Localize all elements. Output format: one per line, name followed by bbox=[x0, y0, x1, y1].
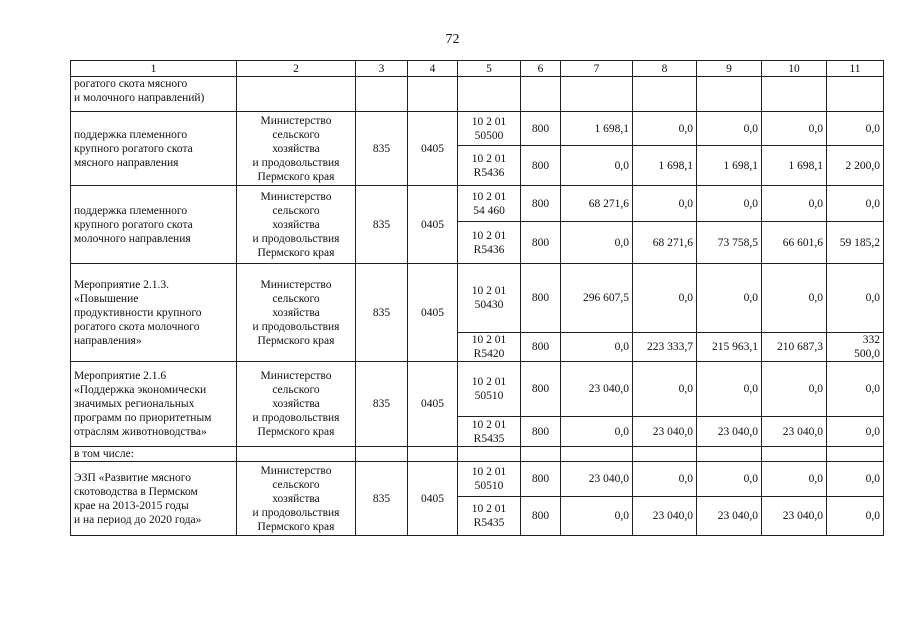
amount-col-9: 215 963,1 bbox=[697, 333, 762, 362]
amount-col-8: 0,0 bbox=[633, 362, 697, 417]
vr-code: 800 bbox=[521, 497, 561, 536]
csr-code: 10 2 01 50430 bbox=[458, 264, 521, 333]
vr-code: 800 bbox=[521, 417, 561, 447]
header-cell-6: 6 bbox=[521, 61, 561, 77]
amount-col-10: 23 040,0 bbox=[762, 417, 827, 447]
including-text: в том числе: bbox=[71, 447, 237, 462]
header-cell-7: 7 bbox=[561, 61, 633, 77]
csr-code: 10 2 01 R5436 bbox=[458, 146, 521, 186]
empty-cell bbox=[762, 447, 827, 462]
empty-cell bbox=[356, 447, 408, 462]
vr-code: 800 bbox=[521, 186, 561, 222]
amount-col-8: 68 271,6 bbox=[633, 222, 697, 264]
vr-code: 800 bbox=[521, 362, 561, 417]
amount-col-7: 0,0 bbox=[561, 146, 633, 186]
amount-col-11: 2 200,0 bbox=[827, 146, 884, 186]
empty-cell bbox=[458, 447, 521, 462]
amount-col-7: 0,0 bbox=[561, 333, 633, 362]
header-cell-2: 2 bbox=[237, 61, 356, 77]
row-agency: Министерство сельского хозяйства и продовольствия Пермского края bbox=[237, 462, 356, 536]
amount-col-7: 23 040,0 bbox=[561, 362, 633, 417]
amount-col-7: 0,0 bbox=[561, 417, 633, 447]
amount-col-11: 59 185,2 bbox=[827, 222, 884, 264]
csr-code: 10 2 01 50500 bbox=[458, 112, 521, 146]
empty-cell bbox=[408, 447, 458, 462]
header-cell-1: 1 bbox=[71, 61, 237, 77]
row-rz-code: 0405 bbox=[408, 264, 458, 362]
row-name: поддержка племенного крупного рогатого скота мясного направления bbox=[71, 112, 237, 186]
row-rz-code: 0405 bbox=[408, 362, 458, 447]
header-cell-9: 9 bbox=[697, 61, 762, 77]
vr-code: 800 bbox=[521, 264, 561, 333]
amount-col-10: 0,0 bbox=[762, 462, 827, 497]
empty-cell bbox=[521, 77, 561, 112]
row-name: Мероприятие 2.1.6 «Поддержка экономически значимых региональных программ по приоритетным отраслям животноводства» bbox=[71, 362, 237, 447]
header-row bbox=[71, 61, 884, 77]
empty-cell bbox=[408, 77, 458, 112]
empty-cell bbox=[697, 447, 762, 462]
header-cell-4: 4 bbox=[408, 61, 458, 77]
amount-col-11: 332 500,0 bbox=[827, 333, 884, 362]
row-name: поддержка племенного крупного рогатого скота молочного направления bbox=[71, 186, 237, 264]
vr-code: 800 bbox=[521, 462, 561, 497]
amount-col-8: 23 040,0 bbox=[633, 497, 697, 536]
amount-col-11: 0,0 bbox=[827, 462, 884, 497]
amount-col-11: 0,0 bbox=[827, 186, 884, 222]
amount-col-10: 210 687,3 bbox=[762, 333, 827, 362]
amount-col-10: 0,0 bbox=[762, 112, 827, 146]
amount-col-11: 0,0 bbox=[827, 417, 884, 447]
amount-col-10: 23 040,0 bbox=[762, 497, 827, 536]
amount-col-7: 68 271,6 bbox=[561, 186, 633, 222]
amount-col-8: 1 698,1 bbox=[633, 146, 697, 186]
empty-cell bbox=[458, 77, 521, 112]
row-agency: Министерство сельского хозяйства и продовольствия Пермского края bbox=[237, 362, 356, 447]
amount-col-11: 0,0 bbox=[827, 264, 884, 333]
vr-code: 800 bbox=[521, 146, 561, 186]
row-gr-code: 835 bbox=[356, 112, 408, 186]
amount-col-8: 0,0 bbox=[633, 186, 697, 222]
header-cell-5: 5 bbox=[458, 61, 521, 77]
amount-col-11: 0,0 bbox=[827, 497, 884, 536]
amount-col-10: 0,0 bbox=[762, 362, 827, 417]
csr-code: 10 2 01 50510 bbox=[458, 362, 521, 417]
row-rz-code: 0405 bbox=[408, 462, 458, 536]
vr-code: 800 bbox=[521, 222, 561, 264]
row-agency: Министерство сельского хозяйства и продовольствия Пермского края bbox=[237, 112, 356, 186]
row-rz-code: 0405 bbox=[408, 186, 458, 264]
empty-cell bbox=[697, 77, 762, 112]
csr-code: 10 2 01 R5435 bbox=[458, 417, 521, 447]
empty-cell bbox=[237, 77, 356, 112]
amount-col-8: 0,0 bbox=[633, 264, 697, 333]
row-gr-code: 835 bbox=[356, 362, 408, 447]
amount-col-7: 0,0 bbox=[561, 497, 633, 536]
row-name: Мероприятие 2.1.3. «Повышение продуктивности крупного рогатого скота молочного направления» bbox=[71, 264, 237, 362]
row-agency: Министерство сельского хозяйства и продовольствия Пермского края bbox=[237, 264, 356, 362]
amount-col-9: 0,0 bbox=[697, 462, 762, 497]
amount-col-10: 1 698,1 bbox=[762, 146, 827, 186]
table-row bbox=[71, 186, 884, 222]
table-row bbox=[71, 112, 884, 146]
amount-col-10: 0,0 bbox=[762, 264, 827, 333]
csr-code: 10 2 01 R5436 bbox=[458, 222, 521, 264]
amount-col-7: 0,0 bbox=[561, 222, 633, 264]
vr-code: 800 bbox=[521, 112, 561, 146]
empty-cell bbox=[237, 447, 356, 462]
empty-cell bbox=[633, 447, 697, 462]
csr-code: 10 2 01 R5420 bbox=[458, 333, 521, 362]
continuation-text: рогатого скота мясного и молочного направлений) bbox=[71, 77, 237, 112]
amount-col-7: 1 698,1 bbox=[561, 112, 633, 146]
empty-cell bbox=[827, 447, 884, 462]
row-gr-code: 835 bbox=[356, 462, 408, 536]
empty-cell bbox=[561, 77, 633, 112]
row-agency: Министерство сельского хозяйства и продовольствия Пермского края bbox=[237, 186, 356, 264]
empty-cell bbox=[827, 77, 884, 112]
amount-col-9: 0,0 bbox=[697, 112, 762, 146]
amount-col-9: 0,0 bbox=[697, 362, 762, 417]
amount-col-9: 23 040,0 bbox=[697, 417, 762, 447]
row-gr-code: 835 bbox=[356, 186, 408, 264]
amount-col-8: 223 333,7 bbox=[633, 333, 697, 362]
vr-code: 800 bbox=[521, 333, 561, 362]
header-cell-8: 8 bbox=[633, 61, 697, 77]
page-number: 72 bbox=[445, 32, 460, 47]
amount-col-10: 0,0 bbox=[762, 186, 827, 222]
empty-cell bbox=[561, 447, 633, 462]
header-cell-10: 10 bbox=[762, 61, 827, 77]
csr-code: 10 2 01 R5435 bbox=[458, 497, 521, 536]
amount-col-9: 1 698,1 bbox=[697, 146, 762, 186]
empty-cell bbox=[633, 77, 697, 112]
row-rz-code: 0405 bbox=[408, 112, 458, 186]
including-row bbox=[71, 447, 884, 462]
empty-cell bbox=[521, 447, 561, 462]
header-cell-3: 3 bbox=[356, 61, 408, 77]
csr-code: 10 2 01 54 460 bbox=[458, 186, 521, 222]
amount-col-9: 0,0 bbox=[697, 186, 762, 222]
empty-cell bbox=[356, 77, 408, 112]
row-gr-code: 835 bbox=[356, 264, 408, 362]
table-row bbox=[71, 362, 884, 417]
table-row bbox=[71, 264, 884, 333]
amount-col-11: 0,0 bbox=[827, 362, 884, 417]
amount-col-8: 0,0 bbox=[633, 112, 697, 146]
table-row bbox=[71, 462, 884, 497]
amount-col-11: 0,0 bbox=[827, 112, 884, 146]
amount-col-7: 296 607,5 bbox=[561, 264, 633, 333]
amount-col-9: 23 040,0 bbox=[697, 497, 762, 536]
amount-col-8: 23 040,0 bbox=[633, 417, 697, 447]
continuation-row bbox=[71, 77, 884, 112]
row-name: ЭЗП «Развитие мясного скотоводства в Пермском крае на 2013-2015 годы и на период до 2020 года» bbox=[71, 462, 237, 536]
amount-col-8: 0,0 bbox=[633, 462, 697, 497]
budget-table bbox=[70, 60, 884, 536]
amount-col-9: 73 758,5 bbox=[697, 222, 762, 264]
csr-code: 10 2 01 50510 bbox=[458, 462, 521, 497]
empty-cell bbox=[762, 77, 827, 112]
header-cell-11: 11 bbox=[827, 61, 884, 77]
amount-col-9: 0,0 bbox=[697, 264, 762, 333]
amount-col-10: 66 601,6 bbox=[762, 222, 827, 264]
amount-col-7: 23 040,0 bbox=[561, 462, 633, 497]
